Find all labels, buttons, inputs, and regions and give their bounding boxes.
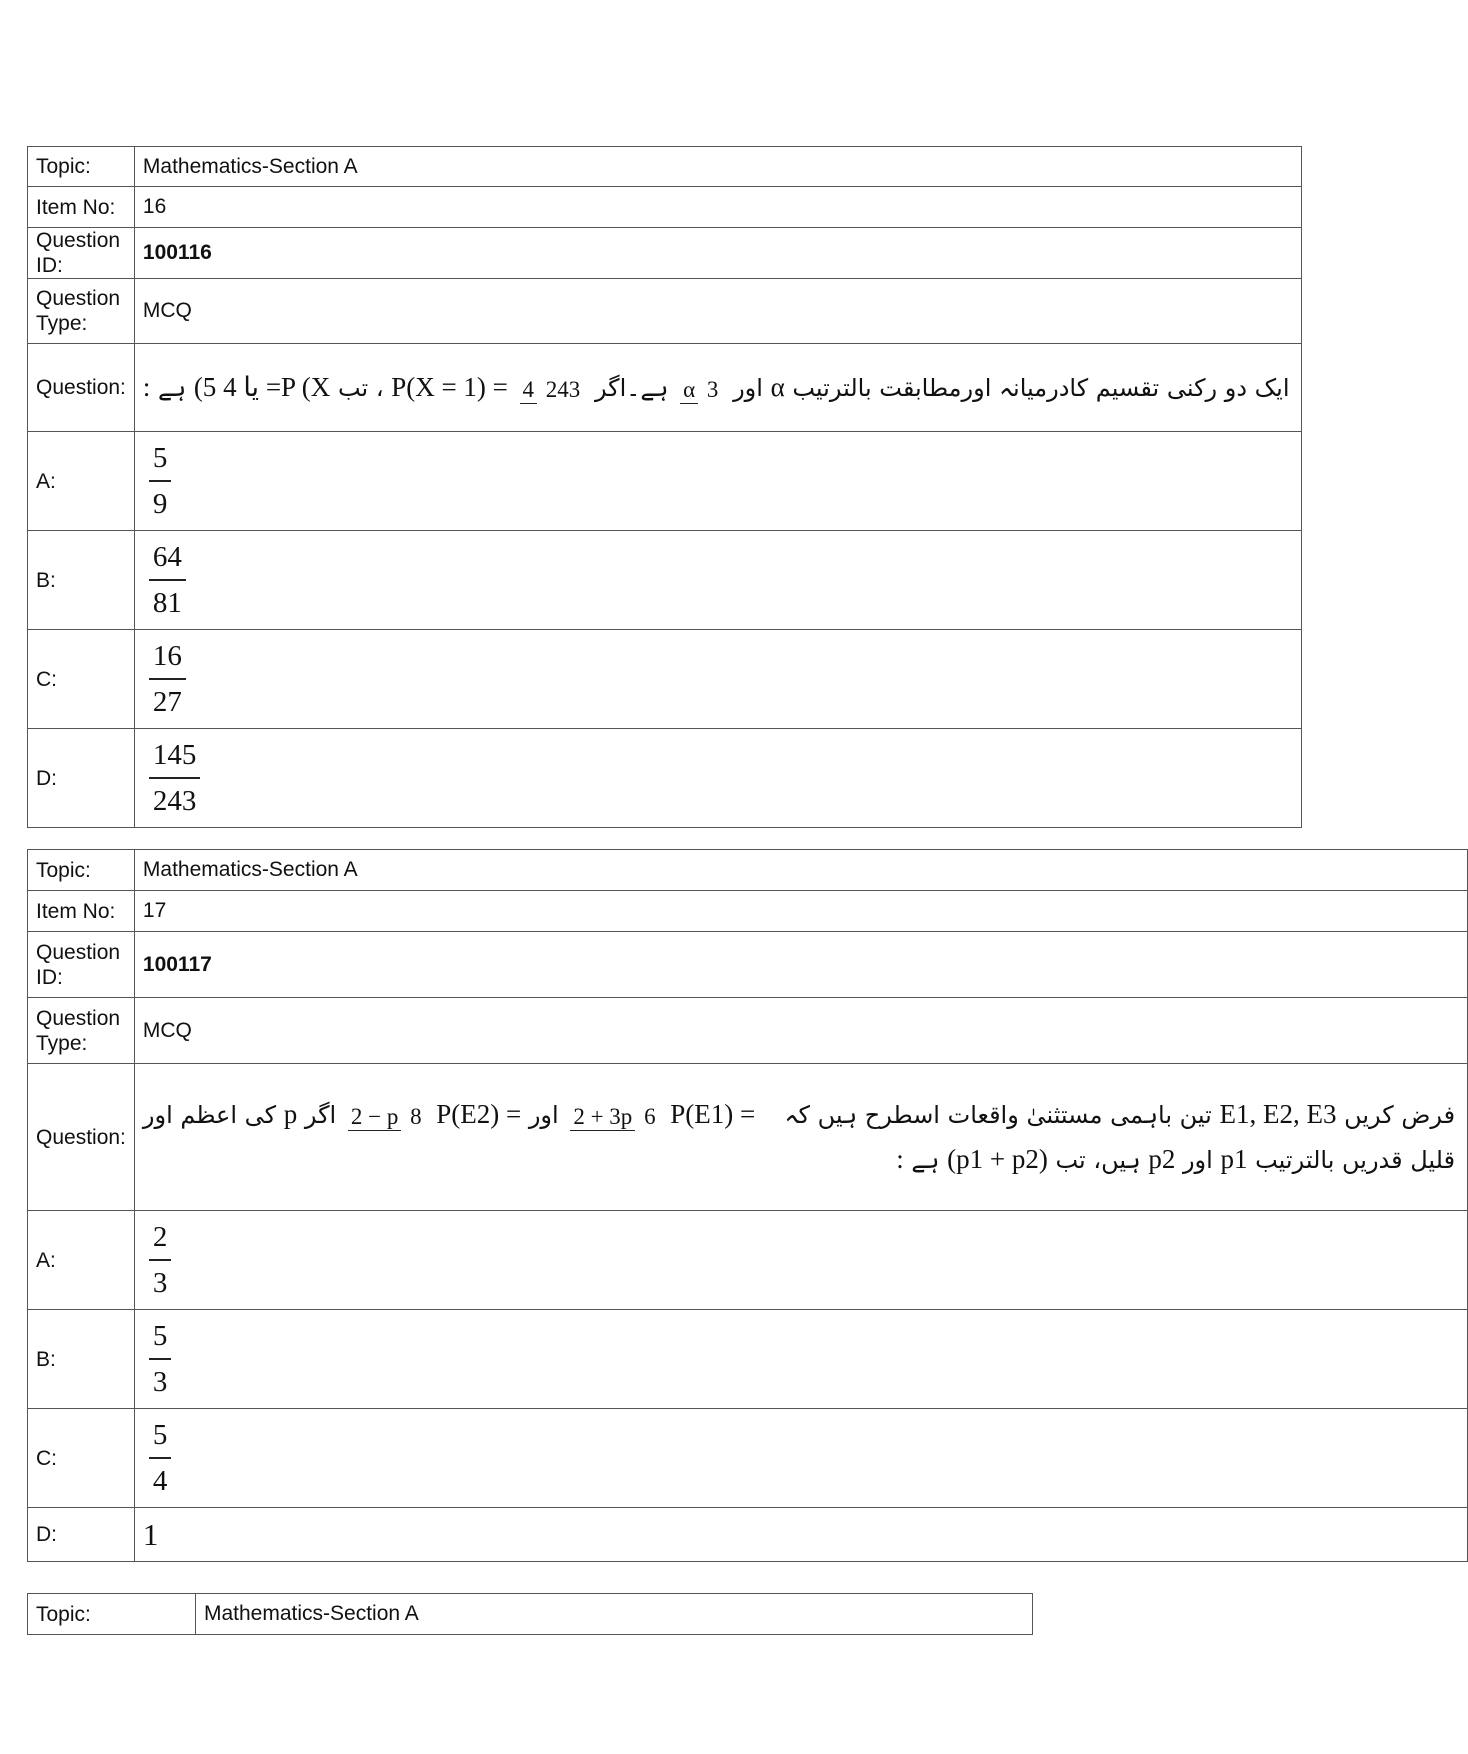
option-row-c [28, 630, 1302, 729]
question-type-value: MCQ [134, 279, 1302, 344]
option-fraction [143, 637, 192, 721]
q-and: اور [1182, 1146, 1213, 1174]
question-line-2 [143, 1144, 1459, 1175]
q-eq-left: P(X = 1) = [391, 372, 508, 402]
option-value [134, 729, 1302, 828]
question-row [28, 1064, 1468, 1211]
q-text: کی اعظم اور [142, 1101, 277, 1129]
fraction-denominator: 8 [410, 1103, 422, 1129]
item-value: 17 [134, 891, 1467, 932]
fraction-denominator: 243 [545, 376, 581, 402]
fraction-denominator: 27 [152, 686, 182, 718]
option-row-b [28, 531, 1302, 630]
q-events: E1, E2, E3 [1219, 1099, 1337, 1129]
topic-row [28, 1594, 1033, 1635]
fraction-numerator: α [680, 377, 698, 404]
option-label: A: [28, 432, 135, 531]
fraction-numerator: 4 [520, 377, 538, 404]
q-sum: (p1 + p2) [947, 1144, 1048, 1174]
question-id-label: Question ID: [28, 228, 135, 279]
option-label: D: [28, 729, 135, 828]
topic-label: Topic: [28, 1594, 196, 1635]
q-text-3: ، تب [337, 374, 384, 402]
q-fraction-alpha-3 [676, 376, 725, 403]
question-label: Question: [28, 344, 135, 432]
item-value: 16 [134, 187, 1302, 228]
fraction-denominator: 3 [152, 1267, 168, 1299]
fraction-numerator: 2 + 3p [570, 1104, 635, 1131]
option-label: A: [28, 1211, 135, 1310]
question-type-row [28, 279, 1302, 344]
topic-label: Topic: [28, 147, 135, 187]
q-text: اگر [304, 1101, 337, 1129]
option-row-c [28, 1409, 1468, 1508]
fraction-denominator: 3 [152, 1366, 168, 1398]
option-fraction [143, 439, 178, 523]
fraction-numerator: 5 [149, 439, 172, 482]
question-line [143, 372, 1294, 403]
q-colon: : [896, 1144, 904, 1174]
q-text-2: ہے۔اگر [594, 374, 669, 402]
question-row [28, 344, 1302, 432]
item-label: Item No: [28, 891, 135, 932]
q-text: ہے [911, 1146, 940, 1174]
q-prob-expr: (5 یا 4 =P (X [193, 372, 331, 402]
fraction-numerator: 64 [149, 538, 186, 581]
fraction-denominator: 6 [644, 1103, 656, 1129]
option-fraction [143, 736, 207, 820]
option-value [134, 1508, 1467, 1562]
item-row [28, 187, 1302, 228]
option-fraction [143, 1317, 178, 1401]
question-type-label: Question Type: [28, 998, 135, 1064]
item-label: Item No: [28, 187, 135, 228]
option-label: B: [28, 1310, 135, 1409]
fraction-denominator: 4 [152, 1465, 168, 1497]
option-label: C: [28, 630, 135, 729]
q-colon: : [142, 372, 151, 402]
option-row-a [28, 432, 1302, 531]
option-fraction [143, 1218, 178, 1302]
fraction-numerator: 2 [149, 1218, 172, 1261]
q-text: ہیں، تب [1055, 1146, 1141, 1174]
q-fraction-4-243 [516, 376, 588, 403]
q-and: اور [528, 1101, 559, 1129]
question-id-row [28, 932, 1468, 998]
question-card-16 [27, 146, 1302, 828]
fraction-numerator: 5 [149, 1317, 172, 1360]
q-text: قلیل قدریں بالترتیب [1255, 1146, 1456, 1174]
option-fraction [143, 1416, 178, 1500]
option-value [134, 432, 1302, 531]
fraction-denominator: 81 [152, 587, 182, 619]
q-text: تین باہمی مستثنیٰ واقعات اسطرح ہیں کہ [784, 1101, 1212, 1129]
q-fraction-2-minus-p-over-8 [344, 1103, 429, 1130]
option-value [134, 630, 1302, 729]
question-text [134, 344, 1302, 432]
question-type-row [28, 998, 1468, 1064]
question-label: Question: [28, 1064, 135, 1211]
option-value [134, 531, 1302, 630]
topic-label: Topic: [28, 850, 135, 891]
question-type-label: Question Type: [28, 279, 135, 344]
question-card-17 [27, 849, 1468, 1562]
fraction-numerator: 16 [149, 637, 186, 680]
q-pe1: P(E1) = [670, 1099, 756, 1129]
q-and: اور [733, 374, 763, 402]
q-alpha: α [770, 372, 785, 402]
option-label: C: [28, 1409, 135, 1508]
question-id-row [28, 228, 1302, 279]
option-value [134, 1310, 1467, 1409]
fraction-numerator: 5 [149, 1416, 172, 1459]
option-row-d [28, 729, 1302, 828]
question-id-label: Question ID: [28, 932, 135, 998]
topic-value: Mathematics-Section A [134, 850, 1467, 891]
item-row [28, 891, 1468, 932]
fraction-numerator: 2 − p [348, 1104, 401, 1131]
option-label: B: [28, 531, 135, 630]
fraction-denominator: 9 [152, 488, 168, 520]
fraction-denominator: 3 [706, 376, 719, 402]
option-fraction [143, 538, 192, 622]
topic-value: Mathematics-Section A [134, 147, 1302, 187]
topic-row [28, 147, 1302, 187]
question-type-value: MCQ [134, 998, 1467, 1064]
option-row-a [28, 1211, 1468, 1310]
question-card-18 [27, 1593, 1033, 1635]
option-row-d [28, 1508, 1468, 1562]
question-id-value: 100116 [134, 228, 1302, 279]
topic-value: Mathematics-Section A [196, 1594, 1033, 1635]
q-p1: p1 [1220, 1144, 1248, 1174]
question-text [134, 1064, 1467, 1211]
option-row-b [28, 1310, 1468, 1409]
fraction-numerator: 145 [149, 736, 201, 779]
topic-row [28, 850, 1468, 891]
q-fraction-2-plus-3p-over-6 [566, 1103, 662, 1130]
q-p2: p2 [1148, 1144, 1176, 1174]
option-number: 1 [142, 1516, 159, 1552]
question-id-value: 100117 [134, 932, 1467, 998]
q-p: p [283, 1099, 298, 1129]
q-pe2: P(E2) = [436, 1099, 522, 1129]
option-label: D: [28, 1508, 135, 1562]
option-value [134, 1409, 1467, 1508]
q-text: فرض کریں [1344, 1101, 1456, 1129]
fraction-denominator: 243 [152, 785, 197, 817]
option-value [134, 1211, 1467, 1310]
q-text-5: ہے [158, 374, 187, 402]
question-line-1 [143, 1099, 1459, 1130]
q-text-1: ایک دو رکنی تقسیم کادرمیانہ اورمطابقت بالترتیب [792, 374, 1290, 402]
